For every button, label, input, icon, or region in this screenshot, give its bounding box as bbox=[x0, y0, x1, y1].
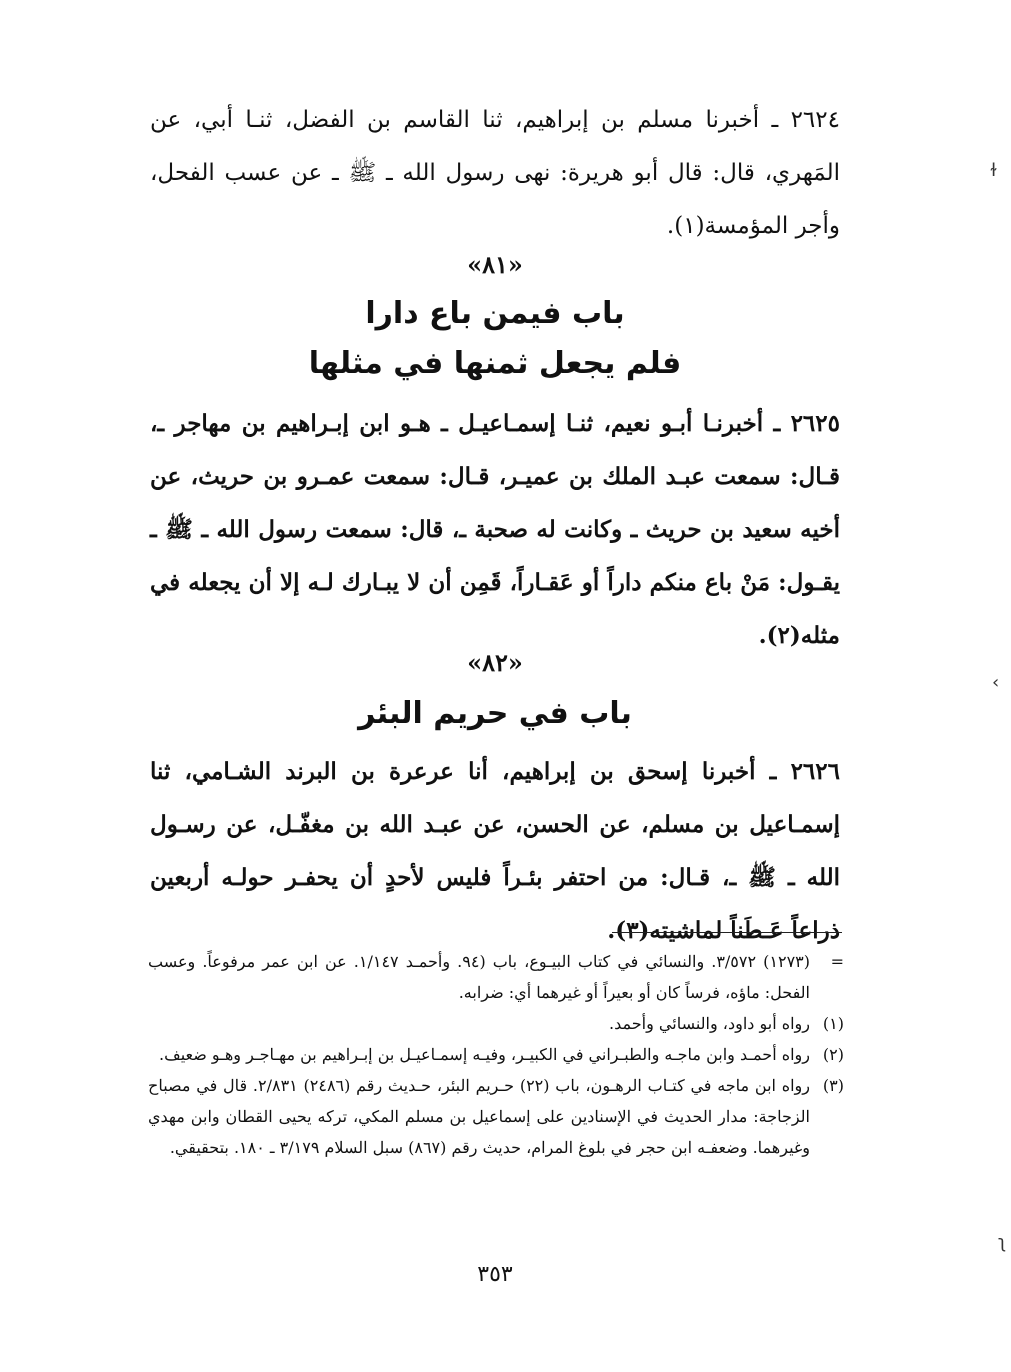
chapter-81-title-line1: باب فيمن باع دارا bbox=[365, 296, 625, 331]
footnote-2 bbox=[148, 1039, 844, 1070]
scan-artifact-mark: ɫ bbox=[990, 160, 998, 181]
footnote-continued bbox=[148, 946, 844, 1008]
footnotes bbox=[148, 946, 844, 1163]
scan-artifact-mark: ʅ bbox=[998, 1232, 1007, 1253]
chapter-82-number: «٨٢» bbox=[467, 648, 523, 677]
chapter-82-title: باب في حريم البئر bbox=[358, 696, 632, 731]
chapter-81-number: «٨١» bbox=[467, 250, 523, 279]
footnote-text: رواه أحمـد وابن ماجـه والطبـراني في الكبيـر، وفيـه إسمـاعيـل بن إبـراهيم بن مهـاجـر وهـو ضعيف. bbox=[159, 1045, 810, 1064]
hadith-2626-text: ٢٦٢٦ ـ أخبرنا إسحق بن إبراهيم، أنا عرعرة بن البرند الشـامي، ثنا إسمـاعيل بن مسلم، عن الحسن، عن عبـد الله بن مغفّـل، عن رسـول الله ـ ﷺ ـ، قـال: من احتفر بئـراً فليس لأحدٍ أن يحفـر حولـه أربعين ذراعاً عَـطَناً لماشيته(٣). bbox=[150, 758, 840, 944]
page-number: ٣٥٣ bbox=[477, 1262, 513, 1287]
hadith-2624-text: ٢٦٢٤ ـ أخبرنا مسلم بن إبراهيم، ثنا القاسم بن الفضل، ثنـا أبي، عن المَهري، قال: قال أبو هريرة: نهى رسول الله ـ ﷺ ـ عن عسب الفحل، وأجر المؤمسة(١). bbox=[150, 107, 840, 239]
footnote-text: رواه أبو داود، والنسائي وأحمد. bbox=[609, 1014, 810, 1033]
scan-artifact-mark: › bbox=[992, 672, 1000, 693]
footnote-text: رواه ابن ماجه في كتـاب الرهـون، باب (٢٢) حـريم البئر، حـديث رقم (٢٤٨٦) ٢/٨٣١. قال في مصباح الزجاجة: مدار الحديث في الإسنادين على إسماعيل بن مسلم المكي، تركه يحيى القطان وابن مهدي وغيرهما. وضعفـه ابن حجر في بلوغ المرام، حديث رقم (٨٦٧) سبل السلام ٣/١٧٩ ـ ١٨٠. بتحقيقي. bbox=[148, 1076, 811, 1157]
hadith-2625 bbox=[150, 397, 840, 662]
hadith-2625-text: ٢٦٢٥ ـ أخبرنـا أبـو نعيم، ثنـا إسمـاعيـل ـ هـو ابن إبـراهيم بن مهاجر ـ، قـال: سمعت عبـد الملك بن عميـر، قـال: سمعت عمـرو بن حريث، عن أخيه سعيد بن حريث ـ وكانت له صحبة ـ، قال: سمعت رسول الله ـ ﷺ ـ يقـول: مَنْ باع منكم داراً أو عَقـاراً، قَمِن أن لا يبـارك لـه إلا أن يجعله في مثله(٢). bbox=[150, 410, 840, 649]
footnote-1 bbox=[148, 1008, 844, 1039]
hadith-2626 bbox=[150, 745, 840, 957]
footnote-text: (١٢٧٣) ٣/٥٧٢. والنسائي في كتاب البيـوع، باب (٩٤. وأحمـد ١/١٤٧. عن ابن عمر مرفوعاً. وعسب الفحل: ماؤه، فرساً كان أو بعيراً أو غيرهما أي: ضرابه. bbox=[148, 952, 811, 1002]
chapter-81-title-line2: فلم يجعل ثمنها في مثلها bbox=[308, 346, 682, 381]
hadith-2624 bbox=[150, 94, 840, 253]
footnote-mark: (٣) bbox=[822, 1076, 844, 1095]
footnote-mark: (٢) bbox=[822, 1045, 844, 1064]
footnote-mark: (١) bbox=[822, 1014, 844, 1033]
footnote-mark: = bbox=[830, 952, 844, 971]
footnote-divider bbox=[612, 932, 842, 933]
footnote-3 bbox=[148, 1070, 844, 1163]
